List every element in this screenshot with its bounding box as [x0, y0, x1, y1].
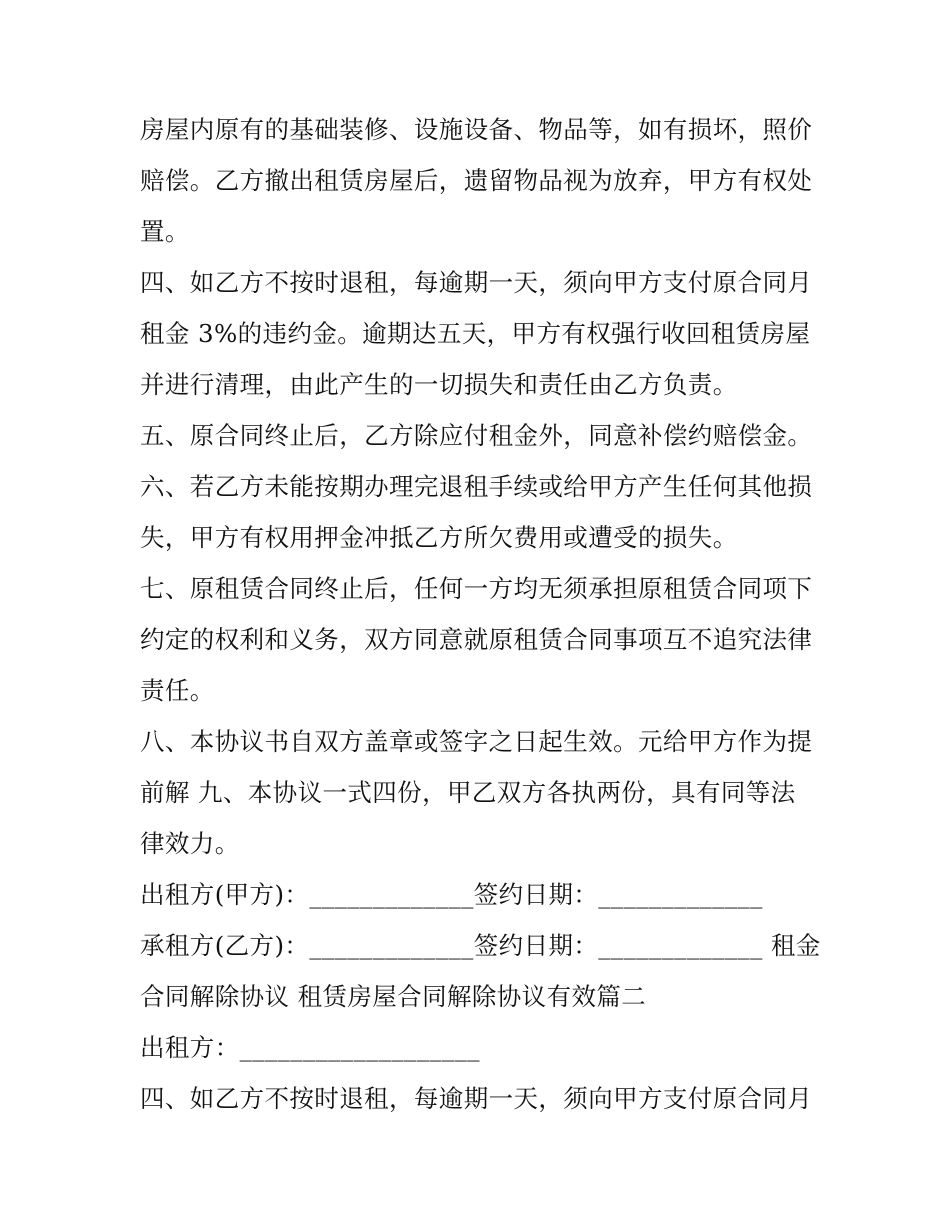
- lessor-signature-line: 出租方(甲方)：_____________签约日期：_____________: [140, 880, 763, 909]
- text-line: 租金 3%的违约金。逾期达五天，甲方有权强行收回租赁房屋: [140, 319, 811, 348]
- clause-4-line: 四、如乙方不按时退租，每逾期一天，须向甲方支付原合同月: [140, 1084, 813, 1113]
- clause-8-line: 八、本协议书自双方盖章或签字之日起生效。元给甲方作为提: [140, 727, 813, 756]
- section-heading: 合同解除协议 租赁房屋合同解除协议有效篇二: [140, 982, 647, 1011]
- text-line: 并进行清理，由此产生的一切损失和责任由乙方负责。: [140, 370, 738, 399]
- clause-7-line: 七、原租赁合同终止后，任何一方均无须承担原租赁合同项下: [140, 574, 813, 603]
- clause-9-line: 前解 九、本协议一式四份，甲乙双方各执两份，具有同等法: [140, 778, 796, 807]
- document-body: [140, 104, 830, 1124]
- lessor-field-line: 出租方：___________________: [140, 1033, 480, 1062]
- text-line: 置。: [140, 217, 190, 246]
- text-line: 失，甲方有权用押金冲抵乙方所欠费用或遭受的损失。: [140, 523, 738, 552]
- text-line: 约定的权利和义务，双方同意就原租赁合同事项互不追究法律: [140, 625, 813, 654]
- text-line: 律效力。: [140, 829, 240, 858]
- text-line: 责任。: [140, 676, 215, 705]
- text-line: 赔偿。乙方撤出租赁房屋后，遗留物品视为放弃，甲方有权处: [140, 166, 813, 195]
- lessee-signature-line: 承租方(乙方)：_____________签约日期：_____________ 租金: [140, 931, 821, 960]
- text-line: 房屋内原有的基础装修、设施设备、物品等，如有损坏，照价: [140, 115, 813, 144]
- clause-6-line: 六、若乙方未能按期办理完退租手续或给甲方产生任何其他损: [140, 472, 813, 501]
- clause-5-line: 五、原合同终止后，乙方除应付租金外，同意补偿约赔偿金。: [140, 421, 813, 450]
- clause-4-line: 四、如乙方不按时退租，每逾期一天，须向甲方支付原合同月: [140, 268, 813, 297]
